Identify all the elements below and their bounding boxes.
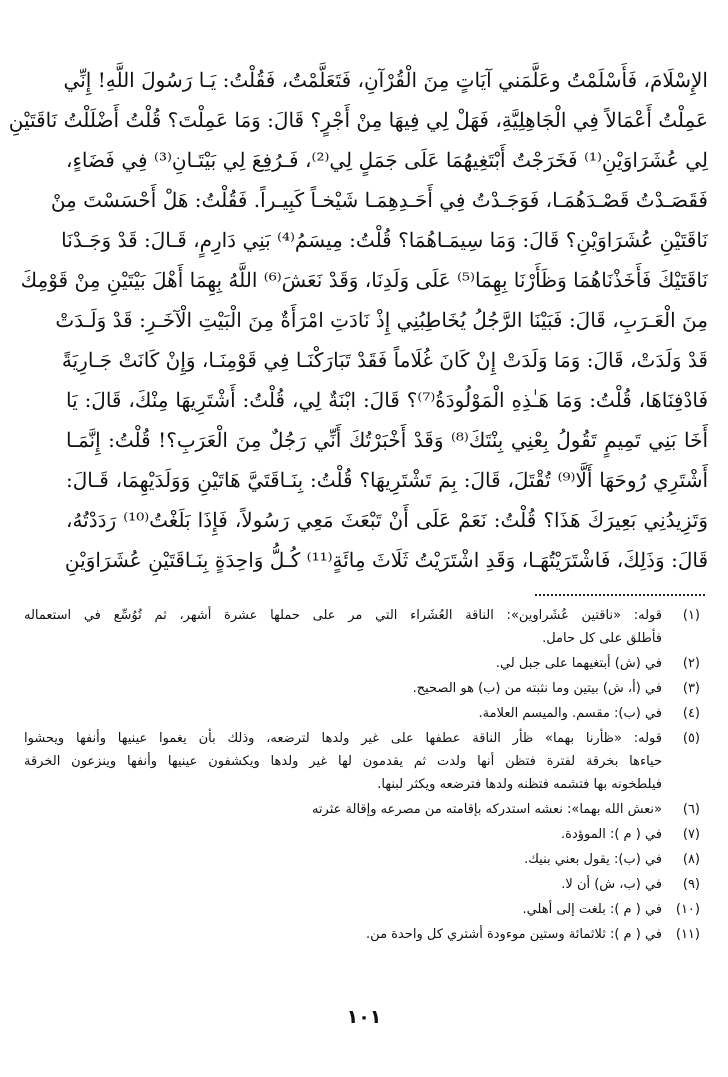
main-text-line: أَشْتَرِي رُوحَهَا أَلَّا⁽⁹⁾ تُقْتَلَ، قَالَ: بِمَ تَشْتَرِيهَا؟ قُلْتُ: بِنَـاقَتَيَّ هَاتَيْنِ وَوَلَدَيْهِمَا، قَـالَ:: [66, 468, 709, 492]
main-text-line: نَاقَتَيْنِ عُشَرَاوَيْنِ؟ قَالَ: وَمَا سِيمَـاهُمَا؟ قُلْتُ: مِيسَمُ⁽⁴⁾ بَنِي دَارِمٍ، قَـالَ: قَدْ وَجَـدْنَا: [61, 228, 708, 252]
main-text-block: [8, 60, 709, 580]
footnote-5: [24, 727, 700, 796]
footnote-number: (١١): [675, 927, 700, 942]
main-text-line: مِنَ الْعَـرَبِ، قَالَ: فَبَيْنَا الرَّجُلُ يُخَاطِبُنِي إِذْ نَادَتِ امْرَأَةٌ مِنَ الْبَيْتِ الْآخَـرِ: قَدْ وَلَـدَتْ: [55, 308, 708, 332]
footnote-text: في (ب): مقسم. والميسم العلامة.: [478, 706, 662, 721]
footnote-text: في ( م ): ثلاثمائة وستين موءودة أشتري كل واحدة من.: [366, 927, 662, 942]
footnote-number: (٦): [682, 802, 700, 817]
footnote-6: [24, 798, 700, 821]
footnote-text: في (ب، ش) أن لا.: [561, 877, 662, 892]
page-number: ١٠١: [346, 1006, 382, 1028]
footnote-4: [24, 702, 700, 725]
footnote-separator: [535, 594, 705, 596]
footnote-number: (٣): [682, 681, 700, 696]
footnote-number: (٧): [682, 827, 700, 842]
footnote-3: [24, 677, 700, 700]
footnote-2: [24, 652, 700, 675]
footnote-number: (٨): [682, 852, 700, 867]
main-text-line: لِي عُشَرَاوَيْنِ⁽¹⁾ فَخَرَجْتُ أَبْتَغِيهُمَا عَلَى جَمَلٍ لِي⁽²⁾، فَـرُفِعَ لِي بَيْتَـانِ⁽³⁾ فِي فَضَاءٍ،: [66, 148, 708, 172]
main-text-line: الإِسْلَامَ، فَأَسْلَمْتُ وعَلَّمَني آيَاتٍ مِنَ الْقُرْآنِ، فَتَعَلَّمْتُ، فَقُلْتُ: يَـا رَسُولَ اللَّهِ! إِنِّي: [63, 68, 708, 92]
main-text-line: نَاقَتَيْكَ فَأَخَذْنَاهُمَا وَظَأَرْنَا بِهِمَا⁽⁵⁾ عَلَى وَلَدِنَا، وَقَدْ نَعَشَ⁽⁶⁾ اللَّهُ بِهِمَا أَهْلَ بَيْتَيْنِ مِنْ قَوْمِكَ: [20, 268, 708, 292]
footnote-text: حياءها بخرقة لفترة فتظن أنها ولدت ثم يقدمون لها غير ولدها ويكشفون عينيها وأنفها وينزعون الخرقة: [24, 754, 662, 769]
footnote-number: (١): [682, 608, 700, 623]
footnote-10: [24, 898, 700, 921]
footnote-text: فأطلق على كل حامل.: [542, 631, 662, 646]
footnote-11: [24, 923, 700, 946]
footnote-8: [24, 848, 700, 871]
footnote-text: في (ب): يقول بعني بنيك.: [524, 852, 662, 867]
footnote-text: فيلطخونه بها فتشمه فتظنه ولدها فترضعه ويكثر لبنها.: [377, 777, 662, 792]
footnote-number: (٢): [682, 656, 700, 671]
main-text-line: عَمِلْتُ أَعْمَالاً فِي الْجَاهِلِيَّةِ، فَهَلْ لِي فِيهَا مِنْ أَجْرٍ؟ قَالَ: وَمَا عَمِلْتَ؟ قُلْتُ أَضْلَلْتُ نَاقَتَيْنِ: [8, 108, 708, 132]
footnote-7: [24, 823, 700, 846]
main-text-line: أَخَا بَنِي تَمِيمٍ تَقُولُ بِعْنِي بِنْتَكَ⁽⁸⁾ وَقَدْ أَخْبَرْتُكَ أَنِّي رَجُلٌ مِنَ الْعَرَبِ؟! قُلْتُ: إِنَّمَـا: [66, 428, 709, 452]
main-text-line: قَدْ وَلَدَتْ، قَالَ: وَمَا وَلَدَتْ إِنْ كَانَ غُلَاماً فَقَدْ تَبَارَكْنَـا فِي قَوْمِنَـا، وَإِنْ كَانَتْ جَـارِيَةً: [61, 348, 708, 372]
footnote-number: (٥): [682, 731, 700, 746]
footnote-text: قوله: «ناقتين عُشَراوين»: الناقة العُشَراء التي مر على حملها عشرة أشهر، ثم تُوُسِّع في استعماله: [24, 608, 662, 623]
main-text-line: فَادْفِنَاهَا، قُلْتُ: وَمَا هَـٰذِهِ الْمَوْلُودَةُ⁽⁷⁾؟ قَالَ: ابْنَةٌ لِي، قُلْتُ: أَشْتَرِيهَا مِنْكَ، قَالَ: يَا: [66, 388, 709, 412]
footnote-9: [24, 873, 700, 896]
footnote-number: (١٠): [675, 902, 700, 917]
footnote-1: [24, 604, 700, 650]
footnote-text: في ( م ): بلغت إلى أهلي.: [522, 902, 662, 917]
footnote-text: في (أ، ش) بيتين وما نثبته من (ب) هو الصحيح.: [412, 681, 662, 696]
footnote-number: (٩): [682, 877, 700, 892]
footnote-text: قوله: «ظأرنا بهما» ظأر الناقة عطفها على غير ولدها لترضعه، وذلك بأن يغموا عينيها وأنفها ويحشوا: [24, 731, 662, 746]
footnote-text: في ( م ): الموؤدة.: [561, 827, 662, 842]
footnotes-section: [24, 604, 700, 946]
main-text-line: وَتَزِيدُنِي بَعِيرَكَ هَذَا؟ قُلْتُ: نَعَمْ عَلَى أَنْ تَبْعَثَ مَعِي رَسُولاً، فَإِذَا بَلَغْتُ⁽¹⁰⁾ رَدَدْتُهُ،: [66, 508, 708, 532]
footnote-number: (٤): [682, 706, 700, 721]
main-text-line: قَالَ: وَذَلِكَ، فَاشْتَرَيْتُهَـا، وَقَدِ اشْتَرَيْتُ ثَلَاثَ مِائَةٍ⁽¹¹⁾ كُـلُّ وَاحِدَةٍ بِنَـاقَتَيْنِ عُشَرَاوَيْنِ: [64, 548, 708, 572]
footnote-text: «نعش الله بهما»: نعشه استدركه بإقامته من مصرعه وإقالة عثرته: [311, 802, 662, 817]
main-text-line: فَقَصَـدْتُ قَصْـدَهُمَـا، فَوَجَـدْتُ فِي أَحَـدِهِمَـا شَيْخـاً كَبِيـراً. فَقُلْتُ: هَلْ أَحْسَسْتَ مِنْ: [50, 188, 708, 212]
footnote-text: في (ش) أبتغيهما على جبل لي.: [495, 656, 662, 671]
